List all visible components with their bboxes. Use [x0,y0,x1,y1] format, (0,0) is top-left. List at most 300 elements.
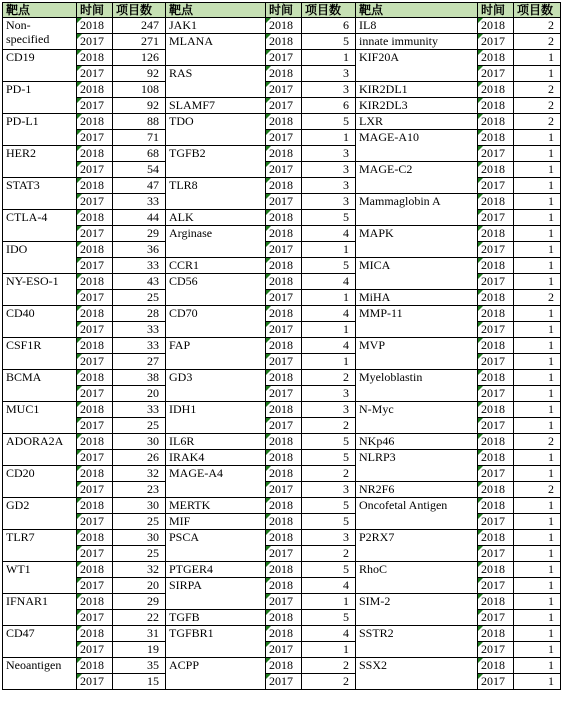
year-cell: 2018 [266,450,302,466]
table-row [3,658,561,674]
year-cell: 2018 [77,626,113,642]
year-cell: 2018 [478,258,514,274]
table-row [3,546,561,562]
project-count-cell: 25 [113,418,166,434]
table-row [3,34,561,50]
target-name-cell: CCR1 [166,258,266,274]
target-name-cell: MMP-11 [356,306,478,338]
year-cell: 2018 [77,594,113,610]
year-cell: 2017 [266,50,302,66]
year-cell: 2018 [266,466,302,482]
project-count-cell: 1 [514,626,561,642]
year-cell: 2018 [266,306,302,322]
year-cell: 2018 [77,82,113,98]
year-cell: 2018 [266,402,302,418]
target-name-cell: N-Myc [356,402,478,434]
table-row [3,450,561,466]
project-count-cell: 2 [514,98,561,114]
year-cell: 2018 [77,306,113,322]
year-cell: 2018 [266,34,302,50]
year-cell: 2017 [77,194,113,210]
target-name-cell: NR2F6 [356,482,478,498]
year-cell: 2017 [266,642,302,658]
target-name-cell: MAGE-A4 [166,466,266,498]
year-cell: 2018 [266,258,302,274]
project-count-cell: 33 [113,258,166,274]
project-count-cell: 1 [514,642,561,658]
project-count-cell: 25 [113,514,166,530]
year-cell: 2017 [77,418,113,434]
year-cell: 2017 [266,290,302,306]
project-count-cell: 33 [113,322,166,338]
year-cell: 2018 [478,530,514,546]
project-count-cell: 43 [113,274,166,290]
year-cell: 2017 [77,66,113,82]
target-name-cell: IL8 [356,18,478,34]
project-count-cell: 2 [302,546,356,562]
year-cell: 2018 [266,658,302,674]
project-count-cell: 5 [302,498,356,514]
target-name-cell: WT1 [3,562,77,594]
project-count-cell: 4 [302,338,356,354]
project-count-cell: 92 [113,66,166,82]
target-name-cell: ALK [166,210,266,226]
project-count-cell: 1 [514,178,561,194]
target-name-cell: TDO [166,114,266,146]
year-cell: 2017 [77,130,113,146]
year-cell: 2017 [478,322,514,338]
table-row [3,338,561,354]
target-name-cell: TLR7 [3,530,77,562]
project-count-cell: 3 [302,66,356,82]
project-count-cell: 1 [514,386,561,402]
project-count-cell: 4 [302,226,356,242]
table-row [3,210,561,226]
project-count-cell: 1 [514,370,561,386]
year-cell: 2018 [478,18,514,34]
target-name-cell: IDH1 [166,402,266,434]
project-count-cell: 1 [514,258,561,274]
target-name-cell: SIM-2 [356,594,478,626]
year-cell: 2018 [266,498,302,514]
target-name-cell: Mammaglobin A [356,194,478,226]
target-name-cell: PD-1 [3,82,77,114]
year-cell: 2017 [478,210,514,226]
table-row [3,642,561,658]
project-count-cell: 5 [302,258,356,274]
project-count-cell: 5 [302,114,356,130]
table-row [3,226,561,242]
project-count-cell: 2 [302,674,356,690]
project-count-cell: 20 [113,386,166,402]
year-cell: 2018 [478,82,514,98]
target-name-cell: Oncofetal Antigen [356,498,478,530]
year-cell: 2018 [77,402,113,418]
year-cell: 2018 [266,610,302,626]
project-count-cell: 32 [113,466,166,482]
project-count-cell: 54 [113,162,166,178]
target-name-cell: NY-ESO-1 [3,274,77,306]
year-cell: 2017 [77,354,113,370]
target-name-cell: LXR [356,114,478,130]
year-cell: 2017 [77,642,113,658]
table-row [3,466,561,482]
target-name-cell: ACPP [166,658,266,690]
project-count-cell: 25 [113,546,166,562]
year-cell: 2017 [478,146,514,162]
project-count-cell: 5 [302,562,356,578]
year-cell: 2017 [478,354,514,370]
year-cell: 2017 [478,418,514,434]
year-cell: 2017 [478,674,514,690]
target-name-cell: CD70 [166,306,266,338]
header-time: 时间 [77,3,113,18]
year-cell: 2018 [77,498,113,514]
target-name-cell: MIF [166,514,266,530]
year-cell: 2018 [266,338,302,354]
target-name-cell: Non-specified [3,18,77,50]
target-name-cell: RAS [166,66,266,98]
project-count-cell: 68 [113,146,166,162]
year-cell: 2018 [77,562,113,578]
project-count-cell: 1 [514,514,561,530]
project-count-cell: 20 [113,578,166,594]
table-row [3,482,561,498]
project-count-cell: 2 [302,418,356,434]
year-cell: 2017 [478,178,514,194]
project-count-cell: 2 [514,114,561,130]
target-name-cell: SSX2 [356,658,478,690]
header-count: 项目数 [302,3,356,18]
table-row [3,626,561,642]
target-name-cell: P2RX7 [356,530,478,562]
target-name-cell: NKp46 [356,434,478,450]
table-row [3,514,561,530]
target-name-cell: MUC1 [3,402,77,434]
table-row [3,402,561,418]
project-count-cell: 1 [514,226,561,242]
year-cell: 2018 [478,626,514,642]
project-count-cell: 25 [113,290,166,306]
project-count-cell: 1 [514,402,561,418]
project-count-cell: 4 [302,306,356,322]
project-count-cell: 33 [113,402,166,418]
project-count-cell: 1 [514,306,561,322]
year-cell: 2018 [478,498,514,514]
table-row [3,50,561,66]
year-cell: 2018 [77,466,113,482]
year-cell: 2018 [478,370,514,386]
project-count-cell: 38 [113,370,166,386]
target-name-cell: KIR2DL3 [356,98,478,114]
year-cell: 2018 [266,434,302,450]
target-name-cell: KIF20A [356,50,478,82]
project-count-cell: 5 [302,34,356,50]
project-count-cell: 5 [302,450,356,466]
table-row [3,242,561,258]
project-count-cell: 1 [514,466,561,482]
targets-table [2,2,561,690]
year-cell: 2017 [478,610,514,626]
target-name-cell: CTLA-4 [3,210,77,242]
project-count-cell: 1 [514,338,561,354]
table-row [3,306,561,322]
target-name-cell: JAK1 [166,18,266,34]
target-name-cell: KIR2DL1 [356,82,478,98]
year-cell: 2018 [266,18,302,34]
year-cell: 2018 [266,210,302,226]
target-name-cell: CD20 [3,466,77,498]
target-name-cell: SSTR2 [356,626,478,658]
year-cell: 2017 [77,258,113,274]
project-count-cell: 2 [514,34,561,50]
project-count-cell: 108 [113,82,166,98]
project-count-cell: 1 [514,450,561,466]
project-count-cell: 5 [302,610,356,626]
year-cell: 2017 [478,578,514,594]
table-row [3,146,561,162]
project-count-cell: 1 [514,322,561,338]
project-count-cell: 1 [302,290,356,306]
table-row [3,418,561,434]
year-cell: 2018 [478,658,514,674]
target-name-cell: MiHA [356,290,478,306]
header-count: 项目数 [514,3,561,18]
project-count-cell: 31 [113,626,166,642]
year-cell: 2017 [266,98,302,114]
year-cell: 2017 [77,546,113,562]
project-count-cell: 1 [514,146,561,162]
target-name-cell: CD47 [3,626,77,658]
year-cell: 2018 [478,434,514,450]
project-count-cell: 1 [514,530,561,546]
project-count-cell: 4 [302,274,356,290]
table-row [3,674,561,690]
year-cell: 2018 [266,146,302,162]
project-count-cell: 28 [113,306,166,322]
project-count-cell: 33 [113,194,166,210]
project-count-cell: 6 [302,18,356,34]
target-name-cell: TGFB [166,610,266,626]
project-count-cell: 2 [302,466,356,482]
project-count-cell: 5 [302,210,356,226]
year-cell: 2018 [77,274,113,290]
project-count-cell: 1 [514,162,561,178]
project-count-cell: 1 [514,274,561,290]
project-count-cell: 71 [113,130,166,146]
year-cell: 2018 [478,482,514,498]
table-body [3,18,561,690]
year-cell: 2017 [266,546,302,562]
year-cell: 2017 [77,610,113,626]
year-cell: 2018 [77,338,113,354]
table-row [3,178,561,194]
project-count-cell: 1 [302,354,356,370]
year-cell: 2017 [77,290,113,306]
year-cell: 2017 [77,98,113,114]
target-name-cell: STAT3 [3,178,77,210]
project-count-cell: 19 [113,642,166,658]
year-cell: 2018 [478,290,514,306]
project-count-cell: 1 [302,130,356,146]
year-cell: 2017 [266,242,302,258]
project-count-cell: 15 [113,674,166,690]
year-cell: 2018 [266,66,302,82]
year-cell: 2017 [478,466,514,482]
project-count-cell: 1 [514,594,561,610]
project-count-cell: 88 [113,114,166,130]
year-cell: 2018 [77,658,113,674]
year-cell: 2017 [266,594,302,610]
year-cell: 2017 [77,162,113,178]
project-count-cell: 29 [113,226,166,242]
project-count-cell: 1 [514,242,561,258]
table-row [3,578,561,594]
year-cell: 2018 [478,130,514,146]
project-count-cell: 44 [113,210,166,226]
header-time: 时间 [266,3,302,18]
year-cell: 2018 [77,434,113,450]
year-cell: 2017 [478,546,514,562]
year-cell: 2017 [77,226,113,242]
target-name-cell: GD3 [166,370,266,402]
project-count-cell: 1 [514,562,561,578]
table-row [3,258,561,274]
year-cell: 2017 [266,130,302,146]
target-name-cell: IFNAR1 [3,594,77,626]
table-row [3,290,561,306]
project-count-cell: 1 [514,194,561,210]
project-count-cell: 271 [113,34,166,50]
target-name-cell: GD2 [3,498,77,530]
year-cell: 2018 [478,562,514,578]
project-count-cell: 1 [302,242,356,258]
year-cell: 2017 [266,418,302,434]
year-cell: 2017 [77,578,113,594]
year-cell: 2017 [77,674,113,690]
year-cell: 2017 [77,482,113,498]
table-row [3,370,561,386]
project-count-cell: 2 [514,482,561,498]
target-name-cell: PTGER4 [166,562,266,578]
year-cell: 2017 [77,322,113,338]
project-count-cell: 30 [113,434,166,450]
target-name-cell: RhoC [356,562,478,594]
target-name-cell: FAP [166,338,266,370]
project-count-cell: 2 [302,370,356,386]
table-row [3,386,561,402]
table-row [3,594,561,610]
year-cell: 2018 [266,514,302,530]
table-row [3,130,561,146]
project-count-cell: 1 [514,418,561,434]
year-cell: 2017 [266,194,302,210]
year-cell: 2018 [77,18,113,34]
project-count-cell: 1 [514,578,561,594]
project-count-cell: 27 [113,354,166,370]
year-cell: 2017 [77,514,113,530]
target-name-cell: Arginase [166,226,266,258]
year-cell: 2017 [478,274,514,290]
table-row [3,498,561,514]
year-cell: 2017 [77,386,113,402]
year-cell: 2018 [478,338,514,354]
project-count-cell: 47 [113,178,166,194]
year-cell: 2017 [266,674,302,690]
year-cell: 2018 [77,146,113,162]
project-count-cell: 22 [113,610,166,626]
year-cell: 2017 [266,354,302,370]
project-count-cell: 36 [113,242,166,258]
project-count-cell: 5 [302,514,356,530]
year-cell: 2018 [266,178,302,194]
year-cell: 2018 [266,530,302,546]
year-cell: 2017 [478,642,514,658]
table-row [3,82,561,98]
target-name-cell: TGFBR1 [166,626,266,658]
target-name-cell: IRAK4 [166,450,266,466]
project-count-cell: 1 [514,610,561,626]
project-count-cell: 2 [302,658,356,674]
year-cell: 2018 [478,98,514,114]
target-name-cell: innate immunity [356,34,478,50]
target-name-cell: MERTK [166,498,266,514]
project-count-cell: 35 [113,658,166,674]
year-cell: 2018 [478,162,514,178]
project-count-cell: 4 [302,578,356,594]
year-cell: 2018 [77,178,113,194]
table-row [3,194,561,210]
project-count-cell: 1 [302,50,356,66]
target-name-cell: Neoantigen [3,658,77,690]
project-count-cell: 3 [302,178,356,194]
target-name-cell: BCMA [3,370,77,402]
table-row [3,562,561,578]
project-count-cell: 23 [113,482,166,498]
year-cell: 2018 [478,402,514,418]
project-count-cell: 2 [514,434,561,450]
project-count-cell: 29 [113,594,166,610]
target-name-cell: MICA [356,258,478,290]
project-count-cell: 3 [302,162,356,178]
table-row [3,354,561,370]
year-cell: 2018 [77,370,113,386]
target-name-cell: SLAMF7 [166,98,266,114]
table-row [3,322,561,338]
year-cell: 2018 [77,50,113,66]
year-cell: 2018 [266,626,302,642]
year-cell: 2018 [478,306,514,322]
project-count-cell: 3 [302,482,356,498]
project-count-cell: 33 [113,338,166,354]
header-target: 靶点 [356,3,478,18]
project-count-cell: 30 [113,530,166,546]
table-row [3,18,561,34]
year-cell: 2018 [266,274,302,290]
target-name-cell: TGFB2 [166,146,266,178]
target-name-cell: ADORA2A [3,434,77,466]
table-row [3,66,561,82]
header-time: 时间 [478,3,514,18]
project-count-cell: 1 [302,322,356,338]
table-row [3,98,561,114]
project-count-cell: 1 [514,546,561,562]
target-name-cell: MAPK [356,226,478,258]
project-count-cell: 2 [514,82,561,98]
project-count-cell: 6 [302,98,356,114]
project-count-cell: 30 [113,498,166,514]
project-count-cell: 3 [302,146,356,162]
